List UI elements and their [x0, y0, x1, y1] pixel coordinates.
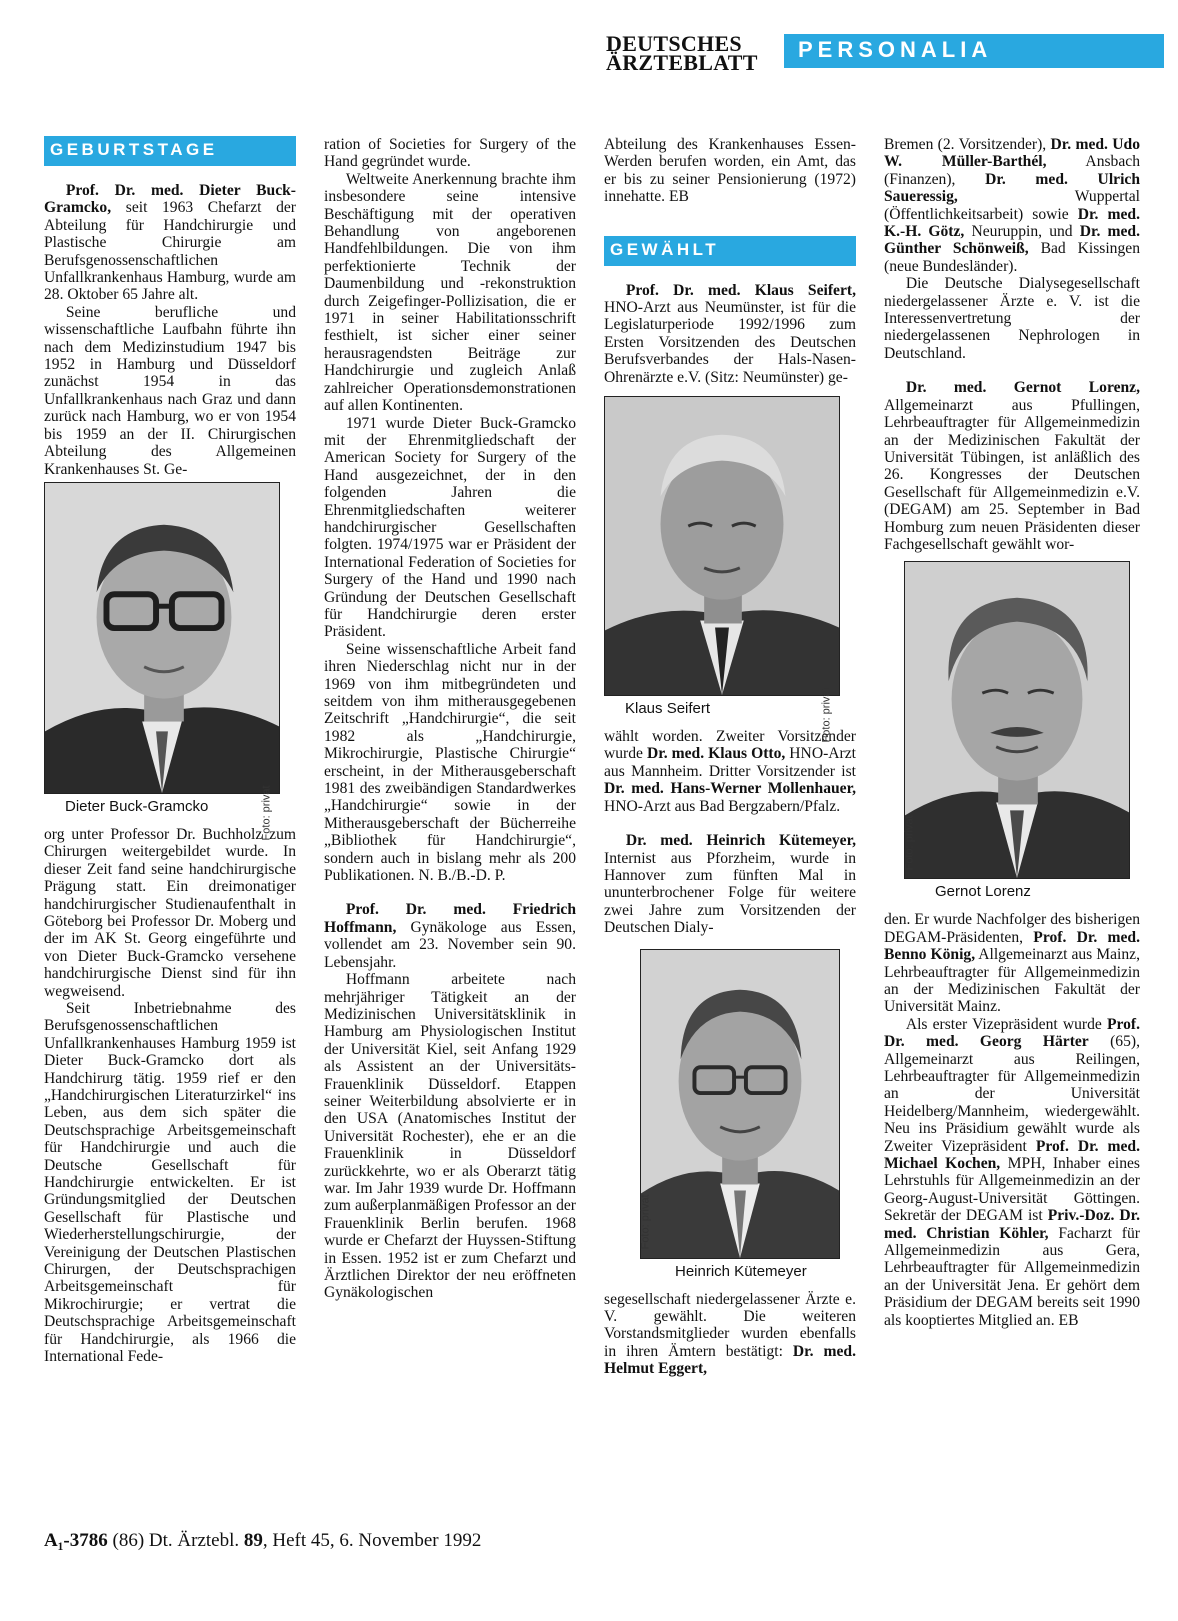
paragraph: 1971 wurde Dieter Buck-Gramcko mit der Ehrenmitgliedschaft der American Society for Surgery of the Hand ausgezeichnet, der in den folgenden Jahren die Ehrenmitgliedschaften weiterer handchirurgischer Gesellschaften folgten. 1974/1975 war er Präsident der International Federation of Societies for Surgery of the Hand und 1990 nach Gründung der Deutschen Gesellschaft für Handchirurgie deren erster Präsident.	[324, 414, 576, 641]
paragraph: ration of Societies for Surgery of the Hand gegründet wurde.	[324, 136, 576, 171]
paragraph: org unter Professor Dr. Buchholz zum Chirurgen weitergebildet wurde. In dieser Zeit fand seine handchirurgische Prägung statt. Ein dreimonatiger handchirurgischer Studienaufenthalt in Göteborg bei Professor Dr. Moberg und der im AK St. Georg eingeführte und von Dieter Buck-Gramcko versehene handchirurgische Dienst sind für ihn wegweisend.	[44, 825, 296, 1000]
page-reference: A₁-3786	[44, 1530, 108, 1551]
paragraph: Prof. Dr. med. Friedrich Hoffmann, Gynäkologe aus Essen, vollendet am 23. November sein 90. Lebensjahr.	[324, 901, 576, 971]
section-header-gewaehlt: GEWÄHLT	[604, 236, 856, 266]
author-initials: EB	[1058, 1311, 1079, 1329]
paragraph: segesellschaft niedergelassener Ärzte e. V. gewählt. Die weiteren Vorstandsmitglieder wurden ebenfalls in ihren Ämtern bestätigt: Dr. med. Helmut Eggert,	[604, 1290, 856, 1378]
column-2	[324, 136, 576, 1302]
paragraph: Prof. Dr. med. Dieter Buck-Gramcko, seit 1963 Chefarzt der Abteilung für Handchirurgie und Plastische Chirurgie am Berufsgenossenschaftlichen Unfallkrankenhaus Hamburg, wurde am 28. Oktober 65 Jahre alt.	[44, 182, 296, 304]
photo-credit: Foto: privat	[260, 784, 273, 840]
photo-credit: Foto: privat	[903, 815, 916, 871]
paragraph: wählt worden. Zweiter Vorsitzender wurde Dr. med. Klaus Otto, HNO-Arzt aus Mannheim. Dritter Vorsitzender ist Dr. med. Hans-Werner Mollenhauer, HNO-Arzt aus Bad Bergzabern/Pfalz.	[604, 728, 856, 815]
paragraph: Die Deutsche Dialysegesellschaft niedergelassener Ärzte e. V. ist die Interessenvertretung der niedergelassenen Nephrologen in Deutschland.	[884, 275, 1140, 362]
author-initials: EB	[668, 188, 689, 206]
masthead	[606, 31, 1166, 78]
author-initials: N. B./B.-D. P.	[418, 867, 506, 885]
paragraph: Hoffmann arbeitete nach mehrjähriger Tätigkeit an der Medizinischen Universitätsklinik in Hamburg am Physiologischen Institut der Universität Kiel, seit Anfang 1929 als Assistent an der Universitäts-Frauenklinik Düsseldorf. Etappen seiner Weiterbildung absolvierte er in den USA (Anatomisches Institut der Universität Rochester), ehe er an die Frauenklinik in Düsseldorf zurückkehrte, wo er als Oberarzt tätig war. Im Jahr 1939 wurde Dr. Hoffmann zum außerplanmäßigen Professor an der Frauenklinik Berlin berufen. 1968 wurde er Chefarzt der Huyssen-Stiftung in Essen. 1952 ist er zum Chefarzt und Ärztlichen Direktor der neu eröffneten Gynäkologischen	[324, 971, 576, 1302]
paragraph: Dr. med. Heinrich Kütemeyer, Internist aus Pforzheim, wurde in Hannover zum fünften Mal in ununterbrochener Folge für weitere zwei Jahre zum Vorsitzenden der Deutschen Dialy-	[604, 832, 856, 937]
portrait-photo-kuetemeyer	[640, 949, 840, 1259]
paragraph: Seit Inbetriebnahme des Berufsgenossenschaftlichen Unfallkrankenhauses Hamburg 1959 ist Dieter Buck-Gramcko dort als Handchirurg tätig. 1959 rief er den „Handchirurgischen Literaturzirkel“ ins Leben, aus dem sich später die Deutschsprachige Arbeitsgemeinschaft für Handchirurgie und auch die Deutsche Gesellschaft für Handchirurgie entwickelten. Er ist Gründungsmitglied der Deutschen Gesellschaft für Plastische und Wiederherstellungschirurgie, der Vereinigung der Deutschen Plastischen Chirurgen, der Deutschsprachigen Arbeitsgemeinschaft für Mikrochirurgie; er vertrat die Deutschsprachige Arbeitsgemeinschaft für Handchirurgie, als 1966 die International Fede-	[44, 999, 296, 1366]
paragraph: Abteilung des Krankenhauses Essen-Werden berufen worden, ein Amt, das er bis zu seiner Pensionierung (1972) innehatte. EB	[604, 136, 856, 206]
photo-caption: Klaus Seifert	[625, 700, 711, 718]
photo-credit: Foto: privat	[820, 687, 833, 743]
portrait-photo-lorenz	[904, 561, 1130, 879]
column-3	[604, 136, 856, 1378]
portrait-illustration	[641, 950, 839, 1258]
photo-caption: Heinrich Kütemeyer	[675, 1262, 807, 1280]
volume-number: 89	[243, 1530, 263, 1551]
paragraph: Seine berufliche und wissenschaftliche Laufbahn führte ihn nach dem Medizinstudium 1947 bis 1952 in Hamburg und Düsseldorf zunächst 1954 in das Unfallkrankenhaus nach Graz und dann zurück nach Hamburg, wo er von 1954 bis 1959 an der II. Chirurgischen Abteilung des Allgemeinen Krankenhauses St. Ge-	[44, 303, 296, 478]
portrait-illustration	[45, 483, 279, 793]
paragraph: Als erster Vizepräsident wurde Prof. Dr. med. Georg Härter (65), Allgemeinarzt aus Reilingen, Lehrbeauftragter für Allgemeinmedizin an der Universität Heidelberg/Mannheim, wiedergewählt. Neu ins Präsidium gewählt wurde als Zweiter Vizepräsident Prof. Dr. med. Michael Kochen, MPH, Inhaber eines Lehrstuhls für Allgemeinmedizin an der Georg-August-Universität Göttingen. Sekretär der DEGAM ist Priv.-Doz. Dr. med. Christian Köhler, Facharzt für Allgemeinmedizin aus Gera, Lehrbeauftragter für Allgemeinmedizin an der Universität Jena. Er gehört dem Präsidium der DEGAM bereits seit 1990 als kooptiertes Mitglied an. EB	[884, 1015, 1140, 1329]
paragraph: Weltweite Anerkennung brachte ihm insbesondere seine intensive Beschäftigung mit der operativen Behandlung von angeborenen Handfehlbildungen. Die von ihm perfektionierte Technik der Daumenbildung und -rekonstruktion durch Zeigefinger-Pollizisation, die er 1971 in seiner Habilitationsschrift festhielt, ist sicher einer seiner herausragendsten Beiträge zur Handchirurgie und zugleich Anlaß zahlreicher Operationsdemonstrationen auf allen Kontinenten.	[324, 170, 576, 415]
section-banner: PERSONALIA	[784, 34, 1164, 68]
column-1	[44, 136, 296, 1366]
photo-caption: Dieter Buck-Gramcko	[65, 797, 209, 815]
photo-caption: Gernot Lorenz	[935, 883, 1031, 901]
photo-credit: Foto: privat	[639, 1194, 652, 1250]
section-header-geburtstage: GEBURTSTAGE	[44, 136, 296, 166]
paragraph: Prof. Dr. med. Klaus Seifert, HNO-Arzt aus Neumünster, ist für die Legislaturperiode 1992/1996 zum Ersten Vorsitzenden des Deutschen Berufsverbandes der Hals-Nasen-Ohrenärzte e.V. (Sitz: Neumünster) ge-	[604, 281, 856, 386]
paragraph: den. Er wurde Nachfolger des bisherigen DEGAM-Präsidenten, Prof. Dr. med. Benno König, Allgemeinarzt aus Mainz, Lehrbeauftragter für Allgemeinmedizin an der Medizinischen Fakultät der Universität Mainz.	[884, 911, 1141, 1016]
portrait-illustration	[905, 562, 1129, 878]
page-footer: A₁-3786 (86) Dt. Ärztebl. 89, Heft 45, 6. November 1992	[44, 1530, 482, 1551]
paragraph: Bremen (2. Vorsitzender), Dr. med. Udo W. Müller-Barthél, Ansbach (Finanzen), Dr. med. Ulrich Saueressig, Wuppertal (Öffentlichkeitsarbeit) sowie Dr. med. K.-H. Götz, Neuruppin, und Dr. med. Günther Schönweiß, Bad Kissingen (neue Bundesländer).	[884, 136, 1140, 275]
column-4	[884, 136, 1140, 1329]
paragraph: Seine wissenschaftliche Arbeit fand ihren Niederschlag nicht nur in der 1969 von ihm mitbegründeten und seitdem von ihm mitherausgegebenen Zeitschrift „Handchirurgie“, die seit 1982 als „Handchirurgie, Mikrochirurgie, Plastische Chirurgie“ erscheint, in der Mitherausgeberschaft 1981 des zweibändigen Standardwerkes „Handchirurgie“ sowie in der Mitherausgeberschaft der Bücherreihe „Bibliothek für Handchirurgie“, sondern auch in bislang mehr als 200 Publikationen. N. B./B.-D. P.	[324, 640, 576, 885]
paragraph: Dr. med. Gernot Lorenz, Allgemeinarzt aus Pfullingen, Lehrbeauftragter für Allgemeinmedizin an der Medizinischen Fakultät der Universität Tübingen, ist anläßlich des 26. Kongresses der Deutschen Gesellschaft für Allgemeinmedizin e.V. (DEGAM) am 25. September in Bad Homburg zum neuen Präsidenten dieser Fachgesellschaft gewählt wor-	[884, 379, 1140, 553]
portrait-illustration	[605, 397, 839, 695]
brand-logo: DEUTSCHES ÄRZTEBLATT	[606, 31, 758, 75]
